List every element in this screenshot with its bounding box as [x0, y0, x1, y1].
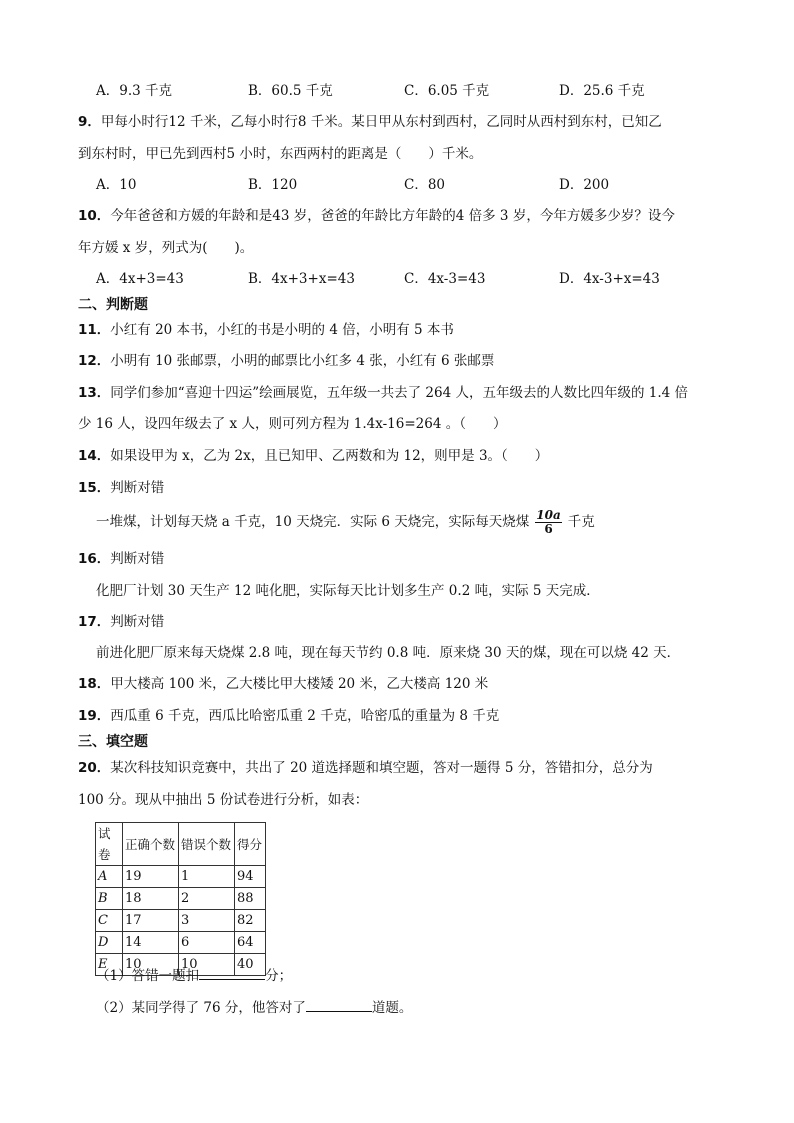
q14: [78, 446, 548, 466]
q15-number: 15．: [78, 480, 111, 496]
table-cell: 10: [123, 954, 179, 976]
table-header-row: [96, 823, 266, 866]
table-header-cell: 试卷: [96, 823, 123, 866]
q16-text: 化肥厂计划 30 天生产 12 吨化肥，实际每天比计划多生产 0.2 吨，实际 5 天完成．: [96, 583, 600, 599]
q19: [78, 706, 499, 726]
q8-option-b: B．60.5 千克: [248, 83, 333, 99]
q11-number: 11．: [78, 322, 111, 338]
section-judgement-heading: 二、判断题: [78, 297, 148, 313]
q16-heading: [78, 549, 164, 569]
q10-number: 10．: [78, 208, 111, 224]
q19-text: 西瓜重 6 千克，西瓜比哈密瓜重 2 千克，哈密瓜的重量为 8 千克: [110, 708, 500, 724]
q20-sub1: [96, 965, 292, 986]
q20-sub1-text: （1）答错一题扣: [96, 968, 200, 984]
q20-number: 20．: [78, 760, 111, 776]
table-cell: 10: [179, 954, 235, 976]
q10-option-d: D．4x-3+x=43: [559, 271, 660, 287]
q10-line1: [78, 206, 675, 226]
table-cell: 17: [123, 910, 179, 932]
q9-option-b: B．120: [248, 177, 298, 193]
table-cell: 82: [235, 910, 266, 932]
q9-option-a: A．10: [96, 177, 137, 193]
q15-text-before: 一堆煤，计划每天烧 a 千克，10 天烧完．实际 6 天烧完，实际每天烧煤: [96, 514, 530, 530]
table-cell: A: [96, 866, 123, 888]
q16-number: 16．: [78, 551, 111, 567]
table-row: [96, 866, 266, 888]
q9-text-line1: 甲每小时行12 千米，乙每小时行8 千米。某日甲从东村到西村，乙同时从西村到东村，已知乙: [100, 114, 662, 130]
q20-sub1-suffix: 分；: [265, 968, 293, 984]
q9-number: 9．: [78, 114, 101, 130]
table-cell: 40: [235, 954, 266, 976]
q15-text-after: 千克: [567, 514, 595, 530]
q14-number: 14．: [78, 448, 111, 464]
q10-option-c: C．4x-3=43: [404, 271, 486, 287]
q9-text-line2: 到东村时，甲已先到西村5 小时，东西两村的距离是（ ）千米。: [78, 146, 483, 162]
q9-options: [96, 175, 736, 195]
q15-fraction-numerator: 10a: [536, 508, 561, 522]
table-cell: 94: [235, 866, 266, 888]
q9-option-d: D．200: [559, 177, 610, 193]
table-row: [96, 932, 266, 954]
q15-body: [96, 508, 595, 536]
table-cell: 3: [179, 910, 235, 932]
q17-text: 前进化肥厂原来每天烧煤 2.8 吨，现在每天节约 0.8 吨．原来烧 30 天的煤，现在可以烧 42 天．: [96, 645, 681, 661]
q15-heading: [78, 478, 164, 498]
table-row: [96, 888, 266, 910]
q16-title: 判断对错: [110, 551, 165, 567]
q8-option-c: C．6.05 千克: [404, 83, 490, 99]
q8-options: [96, 81, 736, 101]
q18: [78, 674, 488, 694]
q9-line1: [78, 112, 662, 132]
q20-text-line1: 某次科技知识竞赛中，共出了 20 道选择题和填空题，答对一题得 5 分，答错扣分，总分为: [110, 760, 653, 776]
q13-text-line2: 少 16 人，设四年级去了 x 人，则可列方程为 1.4x-16=264 。（ ）: [78, 416, 507, 432]
q20-sub2-answer-blank[interactable]: [306, 997, 372, 1012]
q20-sub2-suffix: 道题。: [371, 1000, 413, 1016]
table-cell: 88: [235, 888, 266, 910]
table-header-cell: 得分: [235, 823, 266, 866]
q13-text-line1: 同学们参加“喜迎十四运”绘画展览，五年级一共去了 264 人，五年级去的人数比四年级的 1.4 倍: [110, 385, 689, 401]
q20-sub2: [96, 997, 412, 1018]
q17-number: 17．: [78, 614, 111, 630]
table-cell: C: [96, 910, 123, 932]
q14-text: 如果设甲为 x，乙为 2x，且已知甲、乙两数和为 12，则甲是 3。（ ）: [110, 448, 549, 464]
q20-score-table: [95, 822, 266, 976]
q17-title: 判断对错: [110, 614, 165, 630]
q17-heading: [78, 612, 164, 632]
q10-text-line2: 年方媛 x 岁，列式为( )。: [78, 240, 254, 256]
q19-number: 19．: [78, 708, 111, 724]
q12: [78, 351, 494, 371]
table-cell: 1: [179, 866, 235, 888]
table-header-cell: 错误个数: [179, 823, 235, 866]
q15-fraction: [535, 509, 561, 536]
q10-option-b: B．4x+3+x=43: [248, 271, 355, 287]
q11-text: 小红有 20 本书，小红的书是小明的 4 倍，小明有 5 本书: [110, 322, 454, 338]
table-row: [96, 910, 266, 932]
q10-options: [96, 269, 736, 289]
section-fill-blank-heading: 三、填空题: [78, 734, 148, 750]
q18-number: 18．: [78, 676, 111, 692]
q13-number: 13．: [78, 385, 111, 401]
q9-option-c: C．80: [404, 177, 446, 193]
q11: [78, 320, 454, 340]
table-cell: 2: [179, 888, 235, 910]
q15-fraction-denominator: 6: [544, 522, 553, 536]
q13-line1: [78, 383, 688, 403]
q20-sub1-answer-blank[interactable]: [199, 965, 265, 980]
q18-text: 甲大楼高 100 米，乙大楼比甲大楼矮 20 米，乙大楼高 120 米: [110, 676, 489, 692]
q10-text-line1: 今年爸爸和方媛的年龄和是43 岁，爸爸的年龄比方年龄的4 倍多 3 岁，今年方媛多少岁？设今: [110, 208, 675, 224]
q8-option-a: A．9.3 千克: [96, 83, 173, 99]
table-header-cell: 正确个数: [123, 823, 179, 866]
table-cell: E: [96, 954, 123, 976]
table-cell: 14: [123, 932, 179, 954]
q10-option-a: A．4x+3=43: [96, 271, 184, 287]
table-cell: 18: [123, 888, 179, 910]
q12-number: 12．: [78, 353, 111, 369]
q20-line1: [78, 758, 653, 778]
table-cell: 64: [235, 932, 266, 954]
table-cell: 6: [179, 932, 235, 954]
q8-option-d: D．25.6 千克: [559, 83, 645, 99]
table-cell: D: [96, 932, 123, 954]
q20-text-line2: 100 分。现从中抽出 5 份试卷进行分析，如表：: [78, 792, 369, 808]
table-cell: 19: [123, 866, 179, 888]
table-cell: B: [96, 888, 123, 910]
q12-text: 小明有 10 张邮票，小明的邮票比小红多 4 张，小红有 6 张邮票: [110, 353, 495, 369]
q20-sub2-text: （2）某同学得了 76 分，他答对了: [96, 1000, 306, 1016]
q15-title: 判断对错: [110, 480, 165, 496]
